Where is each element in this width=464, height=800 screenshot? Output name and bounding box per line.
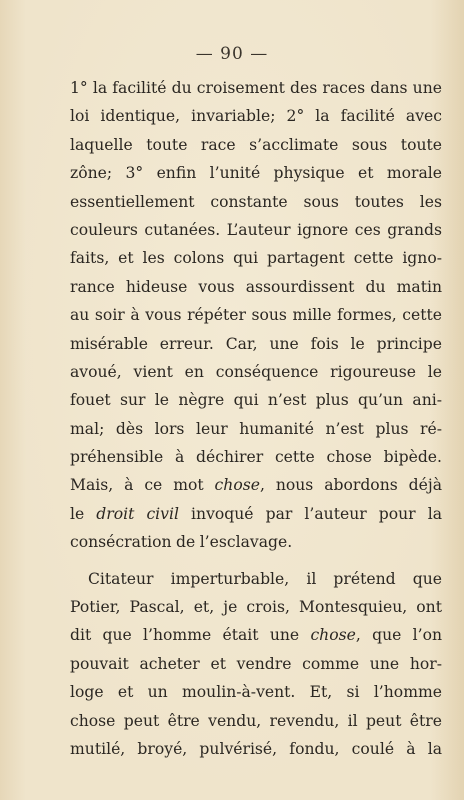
text-line: misérable erreur. Car, une fois le principe xyxy=(70,334,442,353)
text-line: loi identique, invariable; 2° la facilité avec xyxy=(70,107,442,126)
text-line: mutilé, broyé, pulvérisé, fondu, coulé à la xyxy=(70,739,442,758)
text-line: loge et un moulin-à-vent. Et, si l’homme xyxy=(70,683,442,702)
text-line: zône; 3° enfin l’unité physique et morale xyxy=(70,164,442,183)
page-number: — 90 — xyxy=(195,44,269,64)
text-line: au soir à vous répéter sous mille formes, cette xyxy=(70,306,442,325)
text-line: Potier, Pascal, et, je crois, Montesquieu, ont xyxy=(70,598,442,617)
text-line: essentiellement constante sous toutes les xyxy=(70,192,442,211)
paragraph-1 xyxy=(70,74,442,557)
text-line: avoué, vient en conséquence rigoureuse le xyxy=(70,362,442,381)
text-line: mal; dès lors leur humanité n’est plus ré- xyxy=(70,419,442,438)
text-line: Citateur imperturbable, il prétend que xyxy=(88,569,442,588)
text-line: dit que l’homme était une chose, que l’on xyxy=(70,626,443,645)
text-line: Mais, à ce mot chose, nous abordons déjà xyxy=(70,476,442,495)
text-line: chose peut être vendu, revendu, il peut être xyxy=(70,711,442,730)
text-line: fouet sur le nègre qui n’est plus qu’un ani- xyxy=(70,391,442,410)
text-line: rance hideuse vous assourdissent du matin xyxy=(70,277,442,296)
text-line: préhensible à déchirer cette chose bipède. xyxy=(70,448,442,467)
paragraph-2 xyxy=(70,565,442,764)
text-line: pouvait acheter et vendre comme une hor- xyxy=(70,654,442,673)
text-line: faits, et les colons qui partagent cette igno- xyxy=(70,249,442,268)
text-line: consécration de l’esclavage. xyxy=(70,533,293,552)
text-line: le droit civil invoqué par l’auteur pour la xyxy=(70,504,442,523)
body-text xyxy=(70,74,442,763)
text-line: 1° la facilité du croisement des races dans une xyxy=(70,79,442,97)
paragraph-gap xyxy=(70,557,442,565)
text-line: couleurs cutanées. L’auteur ignore ces grands xyxy=(70,220,442,239)
text-line: laquelle toute race s’acclimate sous toute xyxy=(70,135,442,154)
